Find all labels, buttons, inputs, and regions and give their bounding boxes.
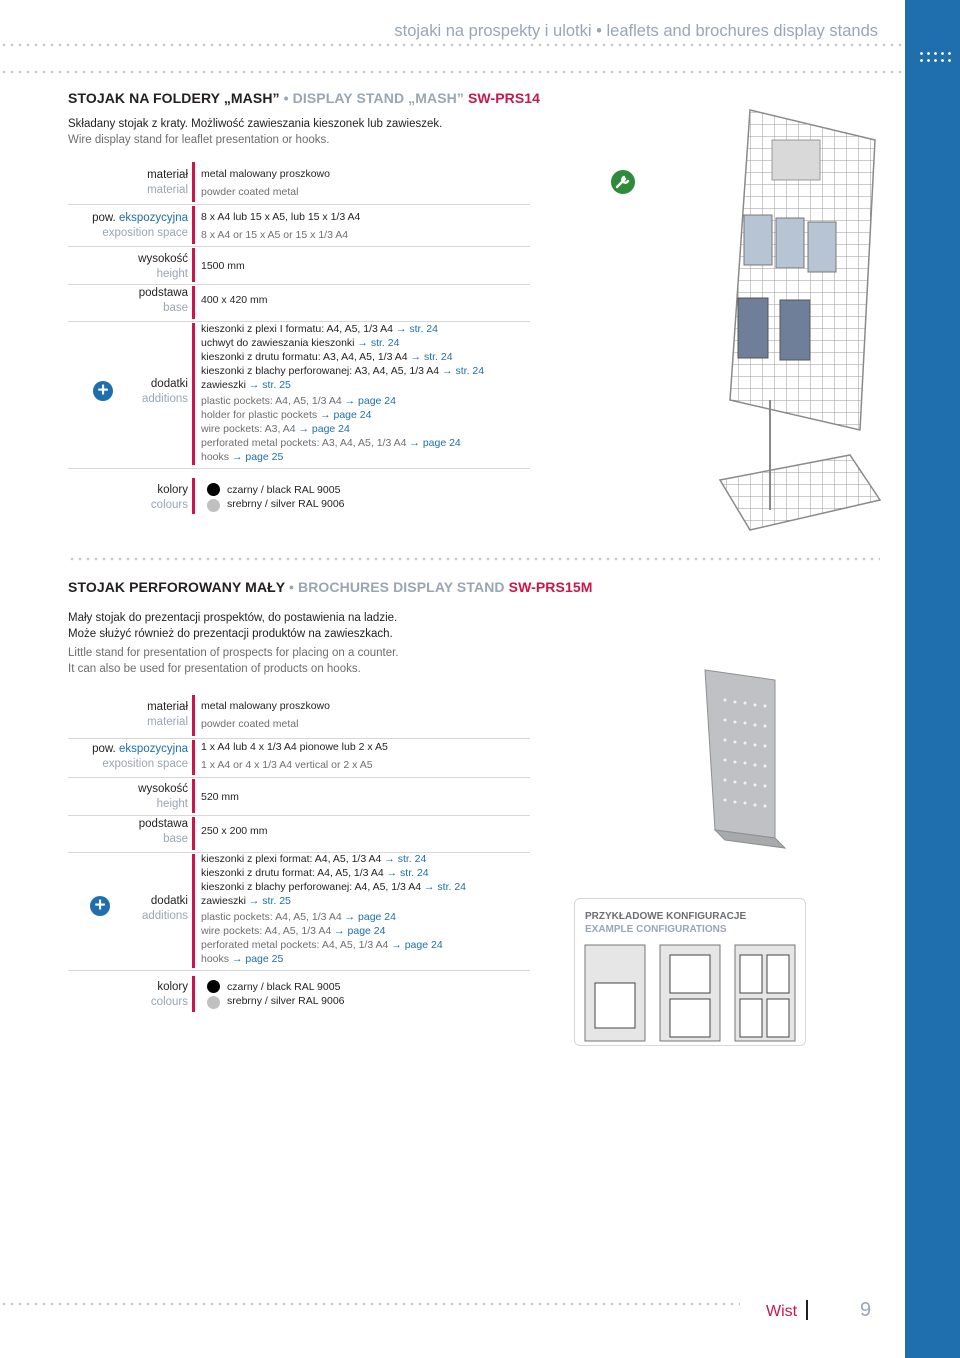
page-reference-link[interactable]: str. 24: [400, 867, 429, 879]
addition-text: plastic pockets: A4, A5, 1/3 A4: [201, 911, 342, 923]
addition-item: [201, 910, 443, 924]
page-reference-link[interactable]: page 24: [347, 925, 386, 937]
material-label: materiał material: [147, 701, 188, 728]
colour-black-label: czarny / black RAL 9005: [227, 484, 341, 496]
page-reference-link[interactable]: page 24: [358, 395, 396, 407]
plus-icon: +: [93, 381, 113, 401]
right-sidebar-band: [905, 0, 960, 1358]
page-reference-link[interactable]: str. 24: [423, 351, 453, 363]
addition-text: kieszonki z drutu format: A4, A5, 1/3 A4: [201, 867, 384, 879]
exposition-value: 8 x A4 lub 15 x A5, lub 15 x 1/3 A4 8 x A4 or 15 x A5 or 15 x 1/3 A4: [201, 211, 361, 241]
accent-bar: [192, 854, 195, 968]
addition-text: wire pockets: A4, A5, 1/3 A4: [201, 925, 332, 937]
accent-bar: [192, 779, 195, 813]
page-number: 9: [860, 1299, 872, 1321]
arrow-right-icon: →: [331, 925, 348, 937]
brand-name: Wist: [766, 1303, 798, 1320]
arrow-right-icon: →: [381, 853, 398, 865]
addition-item: [201, 924, 443, 938]
height-label: wysokość height: [138, 783, 188, 810]
material-value: metal malowany proszkowo powder coated metal: [201, 168, 330, 198]
page-reference-link[interactable]: str. 24: [409, 323, 438, 335]
addition-item: [201, 952, 443, 966]
row-separator: [68, 204, 530, 205]
base-value: 250 x 200 mm: [201, 825, 268, 837]
addition-item: [201, 336, 484, 350]
addition-text: holder for plastic pockets: [201, 409, 318, 421]
page-reference-link[interactable]: page 24: [422, 437, 461, 449]
colour-black-label: czarny / black RAL 9005: [227, 981, 341, 993]
addition-text: kieszonki z plexi I formatu: A4, A5, 1/3 A4: [201, 323, 394, 335]
addition-item: [201, 364, 484, 378]
exposition-label: pow. ekspozycyjna exposition space: [92, 743, 188, 770]
height-label: wysokość height: [138, 253, 188, 280]
row-separator: [68, 468, 530, 469]
additions-list-en: [201, 394, 461, 464]
addition-item: [201, 866, 466, 880]
accent-bar: [192, 286, 195, 319]
additions-label: dodatki additions: [141, 895, 188, 922]
page-reference-link[interactable]: page 24: [358, 911, 396, 923]
arrow-right-icon: →: [229, 451, 246, 463]
wire-stand-image: [690, 100, 890, 540]
accent-bar: [192, 323, 195, 465]
colours-label: kolory colours: [150, 484, 188, 511]
arrow-right-icon: →: [341, 911, 359, 923]
arrow-right-icon: →: [317, 409, 334, 421]
accent-bar: [192, 695, 195, 736]
silver-swatch: [207, 996, 220, 1009]
config-title-pl: PRZYKŁADOWE KONFIGURACJE: [585, 911, 747, 922]
addition-item: [201, 422, 461, 436]
page-reference-link[interactable]: str. 25: [262, 895, 291, 907]
arrow-right-icon: →: [393, 323, 410, 335]
page-reference-link[interactable]: str. 25: [262, 379, 291, 391]
additions-list-en: [201, 910, 443, 966]
addition-text: uchwyt do zawieszania kieszonki: [201, 337, 355, 349]
addition-text: zawieszki: [201, 895, 246, 907]
addition-item: [201, 436, 461, 450]
addition-item: [201, 378, 484, 392]
arrow-right-icon: →: [383, 867, 401, 879]
silver-swatch: [207, 499, 220, 512]
arrow-right-icon: →: [388, 939, 405, 951]
config-illustrations: [580, 943, 800, 1043]
addition-text: kieszonki z plexi format: A4, A5, 1/3 A4: [201, 853, 382, 865]
page-reference-link[interactable]: page 25: [245, 953, 284, 965]
addition-item: [201, 408, 461, 422]
base-value: 400 x 420 mm: [201, 294, 268, 306]
section2-title: STOJAK PERFOROWANY MAŁY • BROCHURES DISPLAY STAND SW-PRS15M: [68, 579, 593, 595]
height-value: 520 mm: [201, 791, 239, 803]
page-reference-link[interactable]: str. 24: [397, 853, 427, 865]
height-value: 1500 mm: [201, 260, 245, 272]
addition-text: hooks: [201, 953, 230, 965]
section1-title: STOJAK NA FOLDERY „MASH” • DISPLAY STAND „MASH” SW-PRS14: [68, 90, 541, 106]
accent-bar: [192, 817, 195, 850]
page-reference-link[interactable]: str. 24: [370, 337, 400, 349]
additions-label: dodatki additions: [141, 378, 188, 405]
addition-item: [201, 394, 461, 408]
sidebar-dots: [918, 50, 952, 62]
arrow-right-icon: →: [439, 365, 456, 377]
perforated-stand-image: [670, 660, 800, 860]
colour-silver-label: srebrny / silver RAL 9006: [227, 995, 345, 1007]
row-separator: [68, 815, 530, 816]
page-reference-link[interactable]: str. 24: [437, 881, 467, 893]
accent-bar: [192, 976, 195, 1012]
arrow-right-icon: →: [295, 423, 312, 435]
accent-bar: [192, 206, 195, 244]
accent-bar: [192, 248, 195, 282]
page-reference-link[interactable]: page 25: [245, 451, 284, 463]
base-label: podstawa base: [138, 818, 188, 845]
wrench-icon: [611, 170, 635, 194]
page-reference-link[interactable]: page 24: [333, 409, 372, 421]
row-separator: [68, 246, 530, 247]
colour-silver-label: srebrny / silver RAL 9006: [227, 498, 345, 510]
footer-dotted-rule: [0, 1302, 740, 1306]
addition-text: hooks: [201, 451, 230, 463]
addition-text: kieszonki z blachy perforowanej: A3, A4, A5, 1/3 A4: [201, 365, 440, 377]
additions-list-pl: [201, 322, 484, 392]
row-separator: [68, 284, 530, 285]
plus-icon: +: [90, 896, 110, 916]
colours-label: kolory colours: [150, 981, 188, 1008]
addition-item: [201, 450, 461, 464]
addition-item: [201, 852, 466, 866]
header-dotted-rule: [0, 43, 905, 47]
accent-bar: [192, 740, 195, 775]
addition-text: perforated metal pockets: A4, A5, 1/3 A4: [201, 939, 389, 951]
row-separator: [68, 738, 530, 739]
addition-text: kieszonki z blachy perforowanej: A4, A5, 1/3 A4: [201, 881, 422, 893]
addition-text: plastic pockets: A4, A5, 1/3 A4: [201, 395, 342, 407]
addition-item: [201, 938, 443, 952]
addition-item: [201, 322, 484, 336]
base-label: podstawa base: [138, 287, 188, 314]
section-dotted-rule: [68, 557, 880, 561]
exposition-label: pow. ekspozycyjna exposition space: [92, 212, 188, 239]
arrow-right-icon: →: [341, 395, 359, 407]
accent-bar: [192, 162, 195, 202]
arrow-right-icon: →: [421, 881, 438, 893]
additions-list-pl: [201, 852, 466, 908]
arrow-right-icon: →: [229, 953, 246, 965]
header-dotted-rule-2: [0, 70, 905, 74]
accent-bar: [192, 478, 195, 514]
addition-text: zawieszki: [201, 379, 246, 391]
addition-item: [201, 880, 466, 894]
addition-text: kieszonki z drutu formatu: A3, A4, A5, 1/3 A4: [201, 351, 408, 363]
row-separator: [68, 970, 530, 971]
black-swatch: [207, 980, 220, 993]
page-header-title: stojaki na prospekty i ulotki • leaflets and brochures display stands: [394, 22, 878, 40]
addition-text: perforated metal pockets: A3, A4, A5, 1/3 A4: [201, 437, 407, 449]
page-reference-link[interactable]: page 24: [404, 939, 443, 951]
addition-text: wire pockets: A3, A4: [201, 423, 296, 435]
arrow-right-icon: →: [354, 337, 371, 349]
footer-divider: [806, 1300, 808, 1320]
addition-item: [201, 894, 466, 908]
arrow-right-icon: →: [245, 895, 263, 907]
arrow-right-icon: →: [245, 379, 263, 391]
arrow-right-icon: →: [407, 351, 424, 363]
page-reference-link[interactable]: str. 24: [455, 365, 485, 377]
material-label: materiał material: [147, 169, 188, 196]
material-value: metal malowany proszkowo powder coated metal: [201, 700, 330, 730]
exposition-value: 1 x A4 lub 4 x 1/3 A4 pionowe lub 2 x A5 1 x A4 or 4 x 1/3 A4 vertical or 2 x A5: [201, 741, 388, 771]
black-swatch: [207, 483, 220, 496]
arrow-right-icon: →: [406, 437, 423, 449]
addition-item: [201, 350, 484, 364]
section2-description: Mały stojak do prezentacji prospektów, do postawienia na ladzie. Może służyć również do prezentacji produktów na zawieszkach. Little stand for presentation of prospects for placing on a counter. It can also be used for presentation of products on hooks.: [68, 612, 399, 675]
row-separator: [68, 777, 530, 778]
config-title-en: EXAMPLE CONFIGURATIONS: [585, 924, 727, 935]
page-reference-link[interactable]: page 24: [311, 423, 350, 435]
section1-description: Składany stojak z kraty. Możliwość zawieszania kieszonek lub zawieszek. Wire display stand for leaflet presentation or hooks.: [68, 118, 443, 146]
